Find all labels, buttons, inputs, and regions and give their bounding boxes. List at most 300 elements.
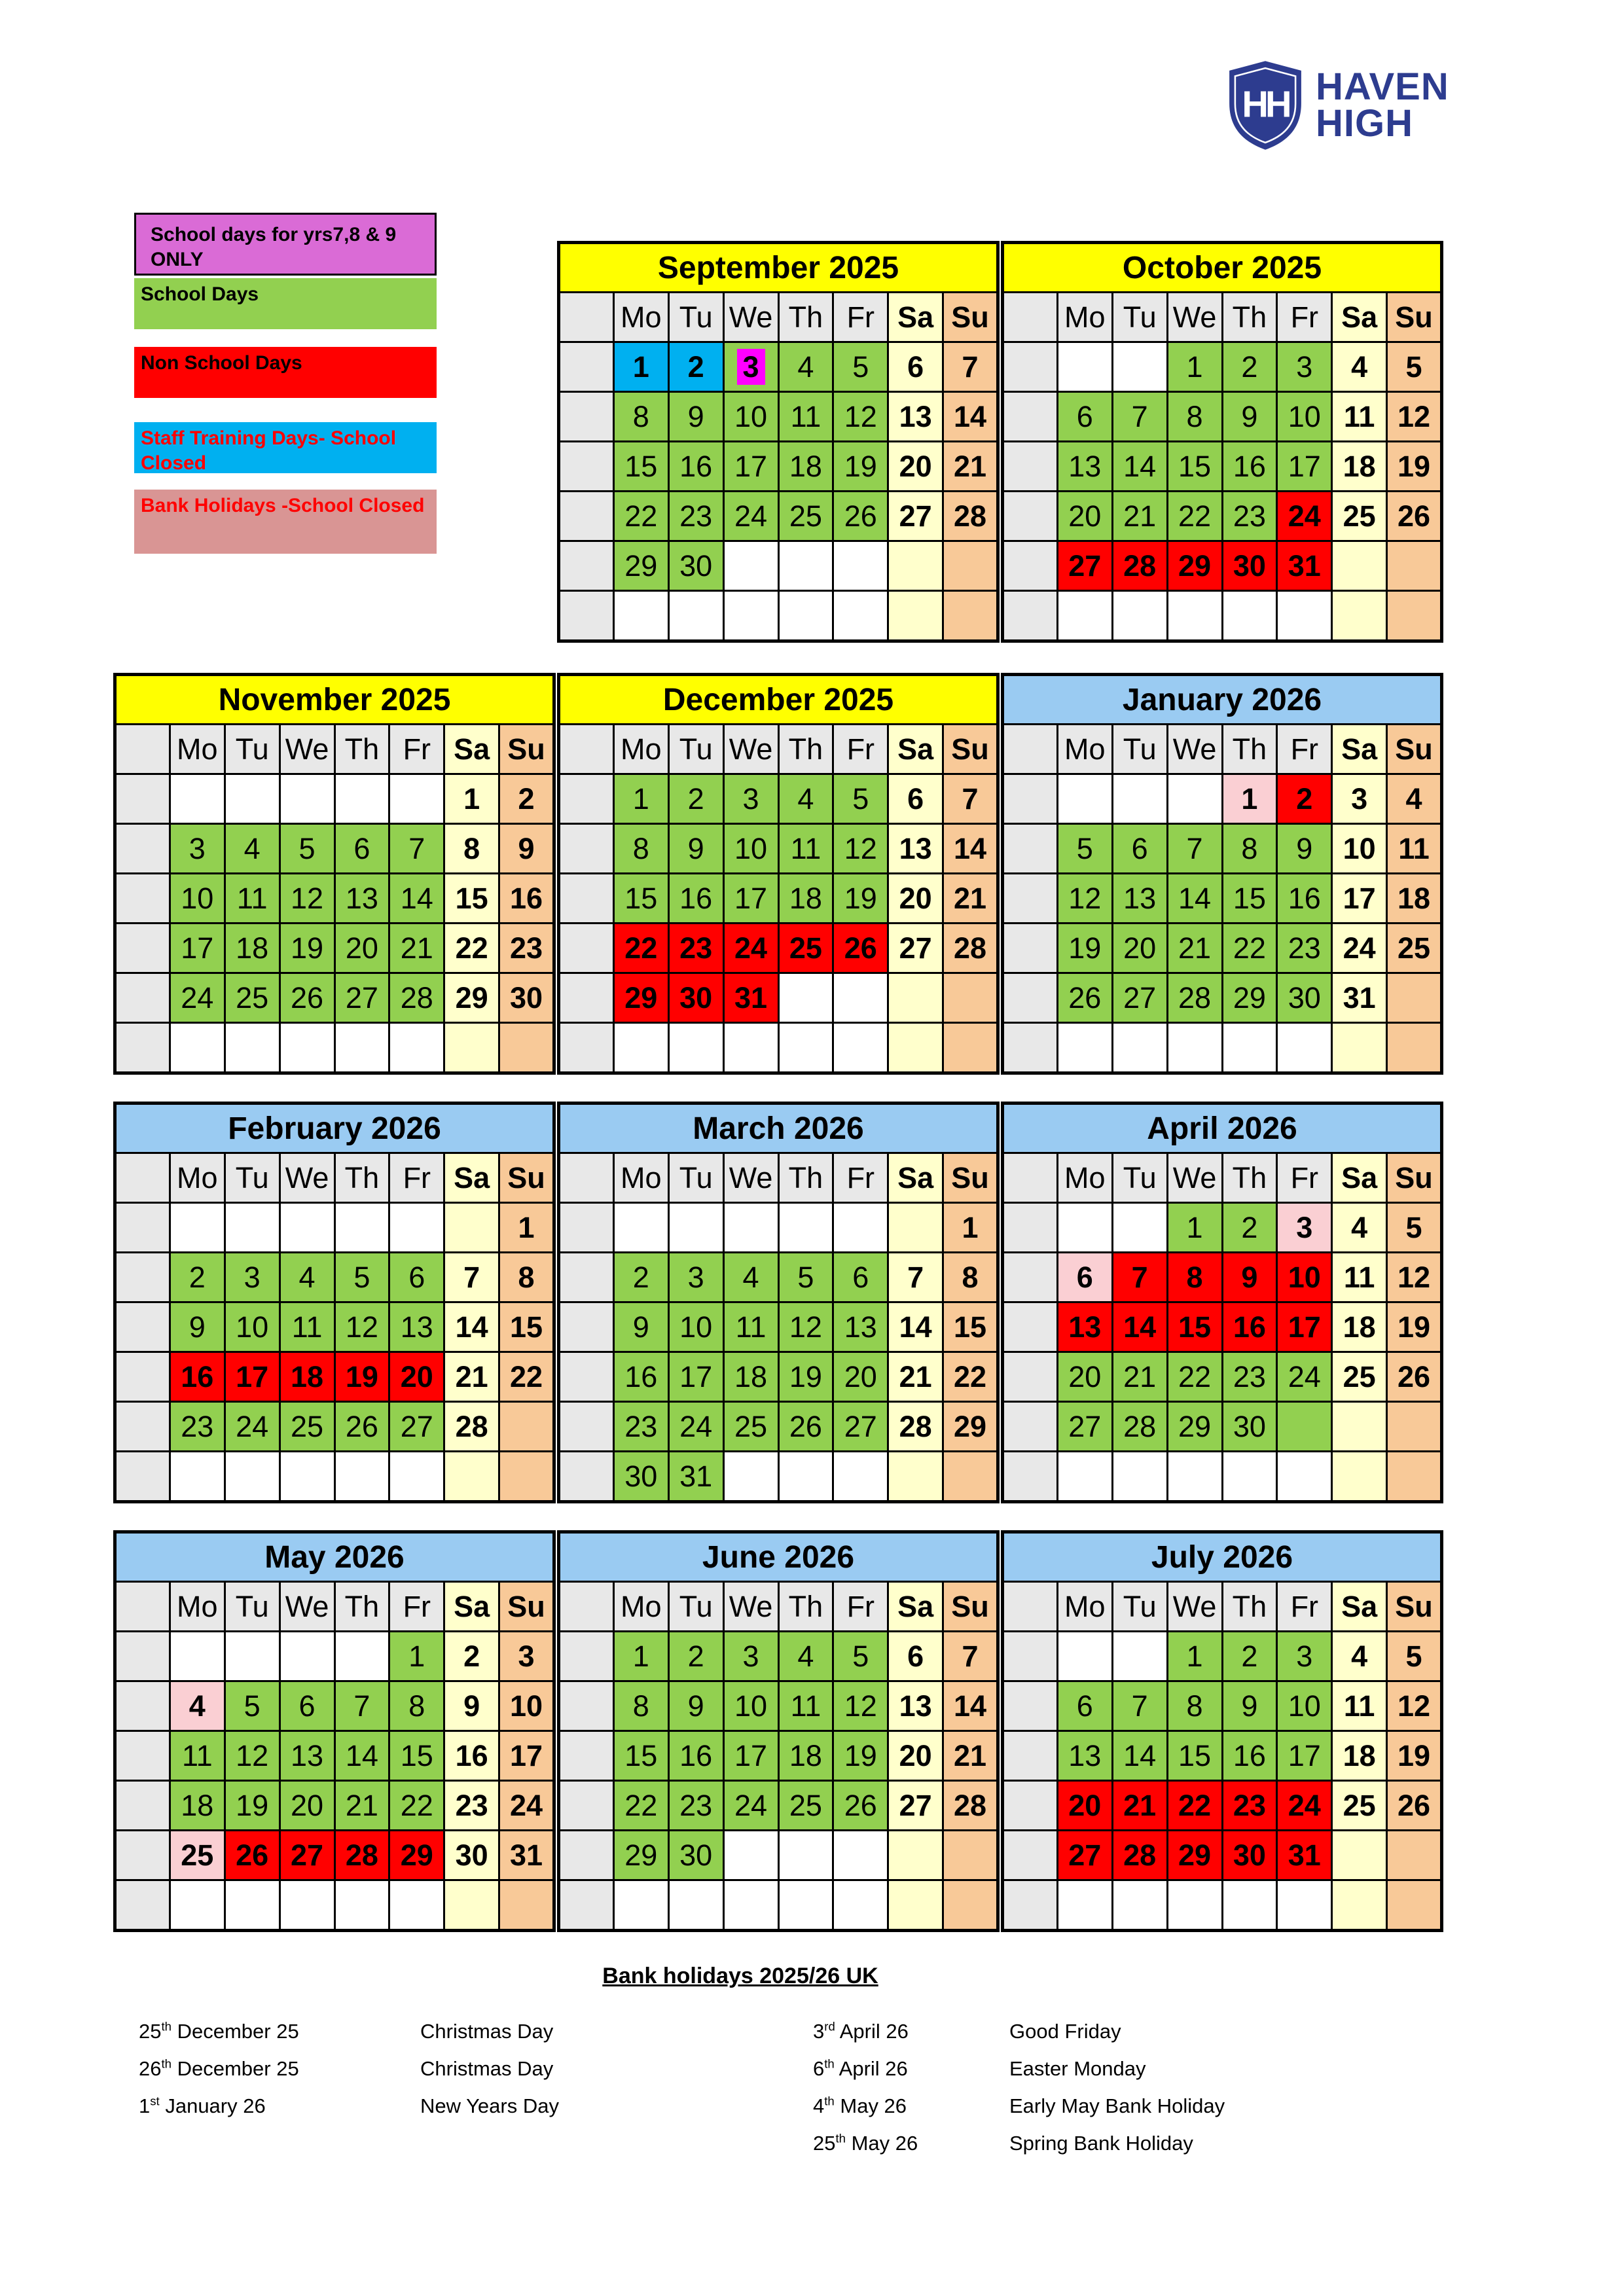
day-cell: 21 (888, 1352, 943, 1402)
day-cell: 25 (778, 924, 833, 973)
day-header-su: Su (499, 1153, 554, 1203)
day-cell: 28 (943, 1781, 998, 1831)
week-gutter-cell (1003, 392, 1058, 442)
day-cell: 21 (389, 924, 444, 973)
day-cell: 29 (613, 1831, 668, 1880)
day-cell: 3 (499, 1632, 554, 1681)
day-cell: 25 (280, 1402, 334, 1452)
day-header-sa: Sa (1332, 1153, 1387, 1203)
day-cell: 27 (1112, 973, 1167, 1023)
day-cell-empty (943, 973, 998, 1023)
day-cell-empty (723, 1452, 778, 1502)
day-cell-empty (833, 1880, 888, 1931)
day-cell-empty (1332, 591, 1387, 641)
bank-holiday-name: Spring Bank Holiday (1009, 2131, 1193, 2155)
day-cell-empty (668, 591, 723, 641)
day-cell: 26 (833, 1781, 888, 1831)
legend-item-4: Bank Holidays -School Closed (134, 490, 437, 554)
day-cell-empty (943, 591, 998, 641)
day-cell: 29 (1167, 1402, 1222, 1452)
day-cell-empty (1332, 1023, 1387, 1073)
week-gutter-cell (1003, 342, 1058, 392)
day-cell: 17 (225, 1352, 280, 1402)
day-cell: 1 (613, 1632, 668, 1681)
day-cell: 22 (613, 924, 668, 973)
day-cell-empty (723, 1880, 778, 1931)
day-cell: 26 (778, 1402, 833, 1452)
week-gutter-cell (559, 924, 614, 973)
day-cell: 3 (1277, 1203, 1332, 1253)
week-gutter-cell (559, 725, 614, 774)
day-cell-empty (888, 1203, 943, 1253)
day-cell: 24 (170, 973, 225, 1023)
day-cell-empty (1057, 1632, 1112, 1681)
day-cell-empty (444, 1452, 499, 1502)
day-cell: 3 (723, 1632, 778, 1681)
day-cell-empty (1277, 1023, 1332, 1073)
day-header-fr: Fr (389, 725, 444, 774)
day-cell: 27 (334, 973, 389, 1023)
day-cell: 30 (444, 1831, 499, 1880)
bank-holiday-name: Christmas Day (420, 2056, 554, 2080)
day-cell-empty (1167, 591, 1222, 641)
logo-line-high: HIGH (1316, 102, 1413, 145)
day-cell: 16 (1222, 1302, 1277, 1352)
day-cell-empty (1112, 1023, 1167, 1073)
day-cell: 9 (1277, 824, 1332, 874)
week-gutter-cell (559, 1402, 614, 1452)
day-cell: 6 (888, 1632, 943, 1681)
day-cell: 16 (613, 1352, 668, 1402)
day-cell-empty (1112, 1452, 1167, 1502)
day-cell: 13 (888, 1681, 943, 1731)
week-gutter-cell (1003, 1203, 1058, 1253)
day-cell: 23 (613, 1402, 668, 1452)
day-cell: 17 (499, 1731, 554, 1781)
day-header-th: Th (334, 1153, 389, 1203)
day-cell: 11 (1332, 392, 1387, 442)
day-cell: 23 (1277, 924, 1332, 973)
day-header-th: Th (1222, 725, 1277, 774)
week-gutter-cell (1003, 293, 1058, 342)
bank-holidays-list (139, 2017, 1415, 2159)
day-cell: 3 (170, 824, 225, 874)
day-cell: 7 (943, 774, 998, 824)
day-cell-empty (778, 1023, 833, 1073)
day-cell: 24 (668, 1402, 723, 1452)
day-cell: 29 (613, 541, 668, 591)
week-gutter-cell (1003, 1632, 1058, 1681)
day-header-su: Su (499, 1582, 554, 1632)
week-gutter-cell (1003, 442, 1058, 492)
day-header-mo: Mo (170, 1153, 225, 1203)
day-cell-empty (833, 1023, 888, 1073)
day-cell: 2 (1222, 1203, 1277, 1253)
day-cell: 18 (778, 1731, 833, 1781)
day-cell-empty (778, 1831, 833, 1880)
day-cell: 5 (280, 824, 334, 874)
day-cell: 30 (668, 973, 723, 1023)
day-cell: 19 (833, 874, 888, 924)
day-cell-empty (1332, 1402, 1387, 1452)
month-title: January 2026 (1003, 675, 1442, 725)
day-cell: 22 (499, 1352, 554, 1402)
day-cell: 29 (1167, 1831, 1222, 1880)
day-cell: 10 (723, 392, 778, 442)
day-cell: 14 (444, 1302, 499, 1352)
day-cell-empty (1387, 1452, 1442, 1502)
month-calendar-november-2025 (113, 673, 556, 1075)
day-cell: 22 (613, 1781, 668, 1831)
week-gutter-cell (559, 1023, 614, 1073)
day-cell: 4 (170, 1681, 225, 1731)
day-cell: 26 (280, 973, 334, 1023)
day-header-fr: Fr (833, 293, 888, 342)
day-cell: 7 (1112, 1681, 1167, 1731)
month-title: April 2026 (1003, 1103, 1442, 1153)
day-cell: 7 (1112, 1253, 1167, 1302)
day-header-we: We (280, 1153, 334, 1203)
day-cell: 6 (888, 342, 943, 392)
month-calendar-december-2025 (557, 673, 1000, 1075)
day-cell: 4 (1387, 774, 1442, 824)
day-cell: 2 (668, 342, 723, 392)
day-cell: 10 (723, 1681, 778, 1731)
day-cell: 5 (833, 1632, 888, 1681)
week-gutter-cell (115, 924, 170, 973)
day-cell: 13 (334, 874, 389, 924)
day-cell: 10 (723, 824, 778, 874)
day-cell: 16 (499, 874, 554, 924)
day-cell-empty (170, 1203, 225, 1253)
day-header-we: We (1167, 1153, 1222, 1203)
day-cell: 8 (499, 1253, 554, 1302)
day-cell-empty (1112, 1632, 1167, 1681)
day-cell-empty (280, 1632, 334, 1681)
day-cell-empty (668, 1880, 723, 1931)
day-header-th: Th (778, 293, 833, 342)
day-cell: 18 (170, 1781, 225, 1831)
day-cell: 28 (1112, 1831, 1167, 1880)
day-cell-empty (1332, 1452, 1387, 1502)
day-cell: 27 (389, 1402, 444, 1452)
week-gutter-cell (115, 824, 170, 874)
day-cell-empty (1112, 1203, 1167, 1253)
day-cell: 20 (1057, 492, 1112, 541)
day-cell: 8 (943, 1253, 998, 1302)
month-title: December 2025 (559, 675, 998, 725)
day-cell: 15 (1222, 874, 1277, 924)
day-cell: 20 (280, 1781, 334, 1831)
day-cell-empty (1057, 591, 1112, 641)
day-cell-empty (1387, 1880, 1442, 1931)
day-cell-empty (1222, 1880, 1277, 1931)
week-gutter-cell (559, 1781, 614, 1831)
day-cell: 4 (778, 774, 833, 824)
day-cell-empty (1222, 591, 1277, 641)
day-header-mo: Mo (1057, 1153, 1112, 1203)
day-cell-empty (1332, 1831, 1387, 1880)
day-header-we: We (723, 725, 778, 774)
day-cell-empty (334, 1632, 389, 1681)
day-cell: 7 (334, 1681, 389, 1731)
day-cell-empty (888, 1023, 943, 1073)
week-gutter-cell (115, 1681, 170, 1731)
day-cell-empty (170, 1023, 225, 1073)
day-cell-empty (888, 1831, 943, 1880)
day-cell: 28 (1167, 973, 1222, 1023)
day-cell: 28 (389, 973, 444, 1023)
month-calendar-april-2026 (1001, 1102, 1443, 1503)
day-cell: 18 (778, 442, 833, 492)
day-cell-empty (1057, 342, 1112, 392)
day-cell-empty (1167, 1023, 1222, 1073)
day-cell: 22 (444, 924, 499, 973)
day-header-th: Th (1222, 293, 1277, 342)
week-gutter-cell (559, 392, 614, 442)
day-cell: 4 (723, 1253, 778, 1302)
day-cell-empty (499, 1023, 554, 1073)
day-cell: 12 (1057, 874, 1112, 924)
day-cell-empty (1277, 1402, 1332, 1452)
day-cell: 23 (170, 1402, 225, 1452)
day-cell: 23 (444, 1781, 499, 1831)
day-cell-empty (888, 1452, 943, 1502)
day-cell: 10 (1277, 392, 1332, 442)
day-cell: 20 (888, 1731, 943, 1781)
day-cell-empty (1387, 541, 1442, 591)
day-cell: 20 (1057, 1781, 1112, 1831)
day-cell: 2 (1222, 342, 1277, 392)
day-cell: 24 (1277, 492, 1332, 541)
day-cell: 19 (1057, 924, 1112, 973)
day-cell: 28 (888, 1402, 943, 1452)
day-cell: 29 (1167, 541, 1222, 591)
day-cell-empty (833, 1203, 888, 1253)
week-gutter-cell (115, 1023, 170, 1073)
day-cell-empty (1112, 1880, 1167, 1931)
day-cell: 25 (1332, 1781, 1387, 1831)
day-cell-empty (389, 774, 444, 824)
week-gutter-cell (1003, 1880, 1058, 1931)
day-header-mo: Mo (613, 725, 668, 774)
day-cell: 8 (1167, 1253, 1222, 1302)
day-cell: 25 (1387, 924, 1442, 973)
day-cell: 29 (613, 973, 668, 1023)
day-cell: 26 (225, 1831, 280, 1880)
day-cell-empty (833, 591, 888, 641)
day-cell: 29 (1222, 973, 1277, 1023)
day-cell-empty (888, 1880, 943, 1931)
day-cell-empty (778, 541, 833, 591)
day-header-tu: Tu (1112, 1153, 1167, 1203)
day-cell-empty (334, 1880, 389, 1931)
day-header-we: We (723, 1153, 778, 1203)
day-header-sa: Sa (444, 1153, 499, 1203)
day-cell: 5 (1387, 1632, 1442, 1681)
day-cell: 26 (1387, 492, 1442, 541)
yr789-highlight: 3 (737, 349, 765, 385)
day-cell: 6 (389, 1253, 444, 1302)
week-gutter-cell (1003, 1253, 1058, 1302)
day-cell: 10 (1277, 1253, 1332, 1302)
day-header-mo: Mo (1057, 725, 1112, 774)
day-cell: 28 (334, 1831, 389, 1880)
day-cell-empty (1057, 1452, 1112, 1502)
bank-holiday-date: 25th May 26 (813, 2131, 918, 2155)
day-header-su: Su (1387, 1582, 1442, 1632)
week-gutter-cell (1003, 492, 1058, 541)
day-cell: 23 (1222, 1781, 1277, 1831)
week-gutter-cell (115, 1831, 170, 1880)
day-cell: 10 (170, 874, 225, 924)
day-header-mo: Mo (1057, 293, 1112, 342)
day-cell-empty (1167, 774, 1222, 824)
day-cell: 22 (613, 492, 668, 541)
day-header-mo: Mo (170, 1582, 225, 1632)
month-title: November 2025 (115, 675, 554, 725)
day-cell-empty (778, 973, 833, 1023)
day-cell-empty (723, 541, 778, 591)
day-cell: 9 (668, 1681, 723, 1731)
bank-holiday-date-empty (139, 2129, 420, 2159)
day-cell: 28 (444, 1402, 499, 1452)
day-cell: 19 (225, 1781, 280, 1831)
day-cell: 11 (1387, 824, 1442, 874)
day-cell: 15 (1167, 442, 1222, 492)
day-cell: 5 (778, 1253, 833, 1302)
day-cell: 24 (499, 1781, 554, 1831)
week-gutter-cell (559, 1203, 614, 1253)
day-cell: 21 (1112, 492, 1167, 541)
day-cell-empty (444, 1023, 499, 1073)
day-cell: 3 (1277, 342, 1332, 392)
day-cell: 15 (613, 874, 668, 924)
day-cell: 30 (613, 1452, 668, 1502)
day-cell: 22 (1167, 492, 1222, 541)
day-cell-empty (170, 1632, 225, 1681)
day-header-sa: Sa (888, 725, 943, 774)
day-cell-empty (668, 1023, 723, 1073)
day-cell: 18 (778, 874, 833, 924)
day-header-tu: Tu (668, 1582, 723, 1632)
bank-holiday-date: 4th May 26 (813, 2094, 907, 2117)
day-cell: 31 (1277, 541, 1332, 591)
day-header-sa: Sa (888, 1153, 943, 1203)
day-cell: 24 (225, 1402, 280, 1452)
day-cell: 9 (1222, 392, 1277, 442)
day-cell-empty (280, 774, 334, 824)
day-cell: 18 (280, 1352, 334, 1402)
day-cell-empty (225, 1452, 280, 1502)
day-cell-empty (499, 1880, 554, 1931)
day-cell: 10 (1332, 824, 1387, 874)
week-gutter-cell (115, 1632, 170, 1681)
day-cell: 11 (1332, 1681, 1387, 1731)
day-cell: 22 (943, 1352, 998, 1402)
day-cell: 19 (778, 1352, 833, 1402)
day-cell: 21 (334, 1781, 389, 1831)
day-cell: 5 (1387, 342, 1442, 392)
day-cell: 16 (668, 1731, 723, 1781)
day-cell: 21 (1167, 924, 1222, 973)
day-cell: 11 (280, 1302, 334, 1352)
day-cell: 16 (444, 1731, 499, 1781)
day-cell-empty (444, 1203, 499, 1253)
day-cell-empty (833, 1452, 888, 1502)
day-header-sa: Sa (888, 1582, 943, 1632)
day-cell: 6 (1112, 824, 1167, 874)
day-cell: 14 (943, 392, 998, 442)
day-header-sa: Sa (888, 293, 943, 342)
day-cell-empty (1277, 1880, 1332, 1931)
day-cell-empty (334, 1452, 389, 1502)
day-cell: 9 (444, 1681, 499, 1731)
day-cell: 4 (778, 1632, 833, 1681)
week-gutter-cell (115, 1452, 170, 1502)
month-calendar-october-2025 (1001, 241, 1443, 643)
day-header-mo: Mo (613, 1582, 668, 1632)
day-cell: 11 (778, 1681, 833, 1731)
day-cell-empty (1332, 1880, 1387, 1931)
day-cell: 6 (334, 824, 389, 874)
day-header-mo: Mo (613, 1153, 668, 1203)
day-cell-empty (668, 1203, 723, 1253)
week-gutter-cell (1003, 1582, 1058, 1632)
day-cell: 28 (1112, 541, 1167, 591)
day-cell: 13 (1112, 874, 1167, 924)
week-gutter-cell (1003, 1681, 1058, 1731)
bank-holiday-name: Early May Bank Holiday (1009, 2094, 1225, 2117)
month-title: September 2025 (559, 243, 998, 293)
day-cell: 11 (778, 392, 833, 442)
day-cell-empty (225, 774, 280, 824)
bank-holiday-date: 25th December 25 (139, 2019, 299, 2043)
day-header-su: Su (1387, 1153, 1442, 1203)
week-gutter-cell (1003, 541, 1058, 591)
day-cell: 7 (444, 1253, 499, 1302)
legend-item-0: School days for yrs7,8 & 9 ONLY (134, 213, 437, 276)
day-cell: 16 (1277, 874, 1332, 924)
day-cell: 17 (1277, 442, 1332, 492)
day-cell: 8 (613, 824, 668, 874)
day-header-fr: Fr (1277, 293, 1332, 342)
day-cell: 12 (225, 1731, 280, 1781)
day-cell-empty (613, 1203, 668, 1253)
day-cell: 31 (1332, 973, 1387, 1023)
bank-holiday-name: Christmas Day (420, 2020, 554, 2043)
month-title: June 2026 (559, 1532, 998, 1582)
day-cell: 1 (444, 774, 499, 824)
day-cell: 19 (1387, 442, 1442, 492)
day-cell-empty (170, 1452, 225, 1502)
day-cell-empty (833, 973, 888, 1023)
day-cell-empty (1112, 342, 1167, 392)
day-header-sa: Sa (444, 725, 499, 774)
month-title: October 2025 (1003, 243, 1442, 293)
week-gutter-cell (115, 973, 170, 1023)
day-cell: 2 (613, 1253, 668, 1302)
day-cell: 17 (170, 924, 225, 973)
week-gutter-cell (559, 1352, 614, 1402)
day-cell: 9 (668, 392, 723, 442)
day-cell-empty (888, 973, 943, 1023)
day-header-fr: Fr (389, 1153, 444, 1203)
day-cell: 11 (170, 1731, 225, 1781)
day-header-su: Su (943, 725, 998, 774)
day-header-fr: Fr (833, 1582, 888, 1632)
legend-item-3: Staff Training Days- School Closed (134, 422, 437, 473)
